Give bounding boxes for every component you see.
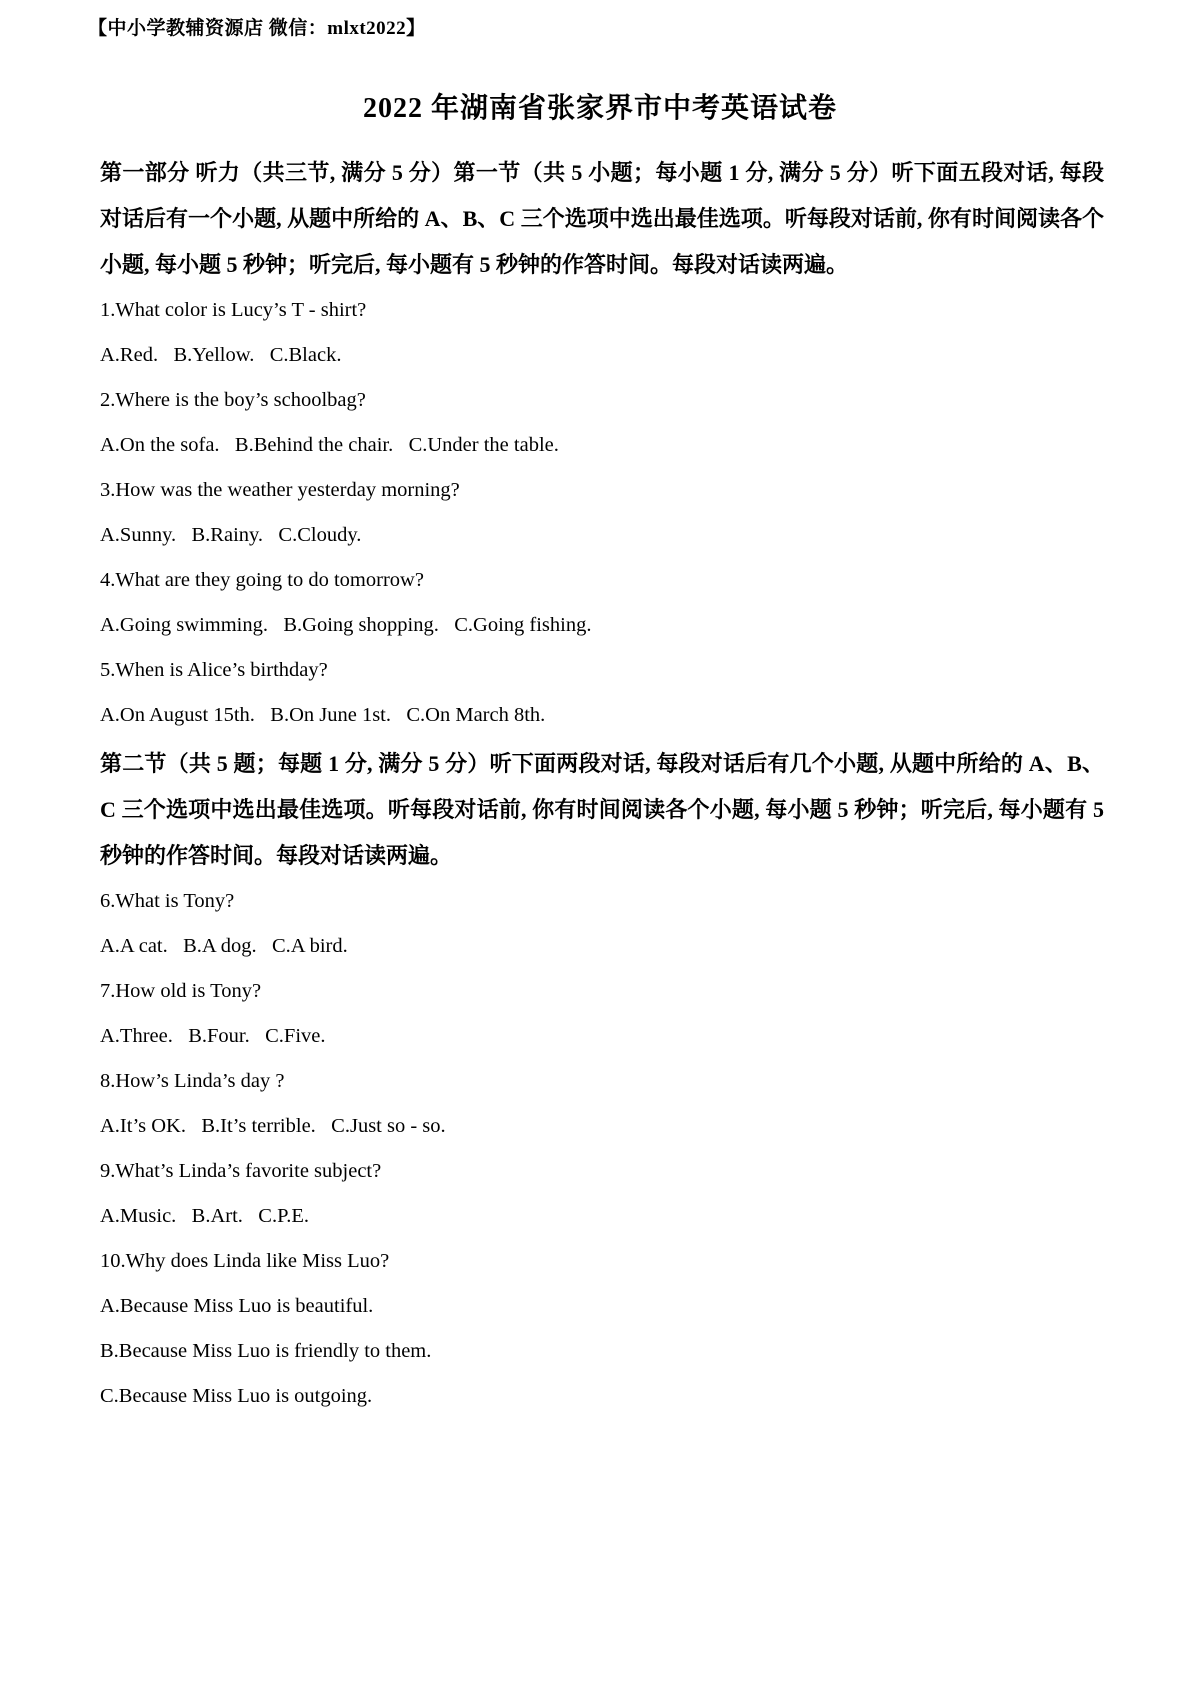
question-4-options: A.Going swimming. B.Going shopping. C.Going fishing. <box>100 614 592 636</box>
question-10-text: 10.Why does Linda like Miss Luo? <box>100 1250 390 1272</box>
part2-instructions: 第二节（共 5 题；每题 1 分, 满分 5 分）听下面两段对话, 每段对话后有几个小题, 从题中所给的 A、B、C 三个选项中选出最佳选项。听每段对话前, 你有时间阅读各个小题, 每小题 5 秒钟；听完后, 每小题有 5 秒钟的作答时间。每段对话读两遍。 <box>100 751 1104 868</box>
question-7-options: A.Three. B.Four. C.Five. <box>100 1025 326 1047</box>
question-2-text: 2.Where is the boy’s schoolbag? <box>100 389 366 411</box>
question-5-options: A.On August 15th. B.On June 1st. C.On March 8th. <box>100 704 546 726</box>
question-7-text: 7.How old is Tony? <box>100 980 262 1002</box>
question-10-option-a: A.Because Miss Luo is beautiful. <box>100 1295 374 1317</box>
question-2-options: A.On the sofa. B.Behind the chair. C.Under the table. <box>100 434 559 456</box>
question-3-options: A.Sunny. B.Rainy. C.Cloudy. <box>100 524 362 546</box>
part1-instructions: 第一部分 听力（共三节, 满分 5 分）第一节（共 5 小题；每小题 1 分, 满分 5 分）听下面五段对话, 每段对话后有一个小题, 从题中所给的 A、B、C 三个选项中选出最佳选项。听每段对话前, 你有时间阅读各个小题, 每小题 5 秒钟；听完后, 每小题有 5 秒钟的作答时间。每段对话读两遍。 <box>100 160 1104 277</box>
question-10-option-c: C.Because Miss Luo is outgoing. <box>100 1385 373 1407</box>
question-4-text: 4.What are they going to do tomorrow? <box>100 569 424 591</box>
question-8-options: A.It’s OK. B.It’s terrible. C.Just so - so. <box>100 1115 446 1137</box>
question-5-text: 5.When is Alice’s birthday? <box>100 659 328 681</box>
question-9-text: 9.What’s Linda’s favorite subject? <box>100 1160 382 1182</box>
question-1-text: 1.What color is Lucy’s T - shirt? <box>100 299 367 321</box>
question-6-text: 6.What is Tony? <box>100 890 235 912</box>
question-8-text: 8.How’s Linda’s day ? <box>100 1070 285 1092</box>
page-title: 2022 年湖南省张家界市中考英语试卷 <box>362 93 837 124</box>
question-10-option-b: B.Because Miss Luo is friendly to them. <box>100 1340 432 1362</box>
question-9-options: A.Music. B.Art. C.P.E. <box>100 1205 310 1227</box>
question-6-options: A.A cat. B.A dog. C.A bird. <box>100 935 348 957</box>
question-1-options: A.Red. B.Yellow. C.Black. <box>100 344 342 366</box>
question-3-text: 3.How was the weather yesterday morning? <box>100 479 460 501</box>
store-watermark: 【中小学教辅资源店 微信：mlxt2022】 <box>88 18 426 39</box>
exam-content <box>0 126 1200 1419</box>
